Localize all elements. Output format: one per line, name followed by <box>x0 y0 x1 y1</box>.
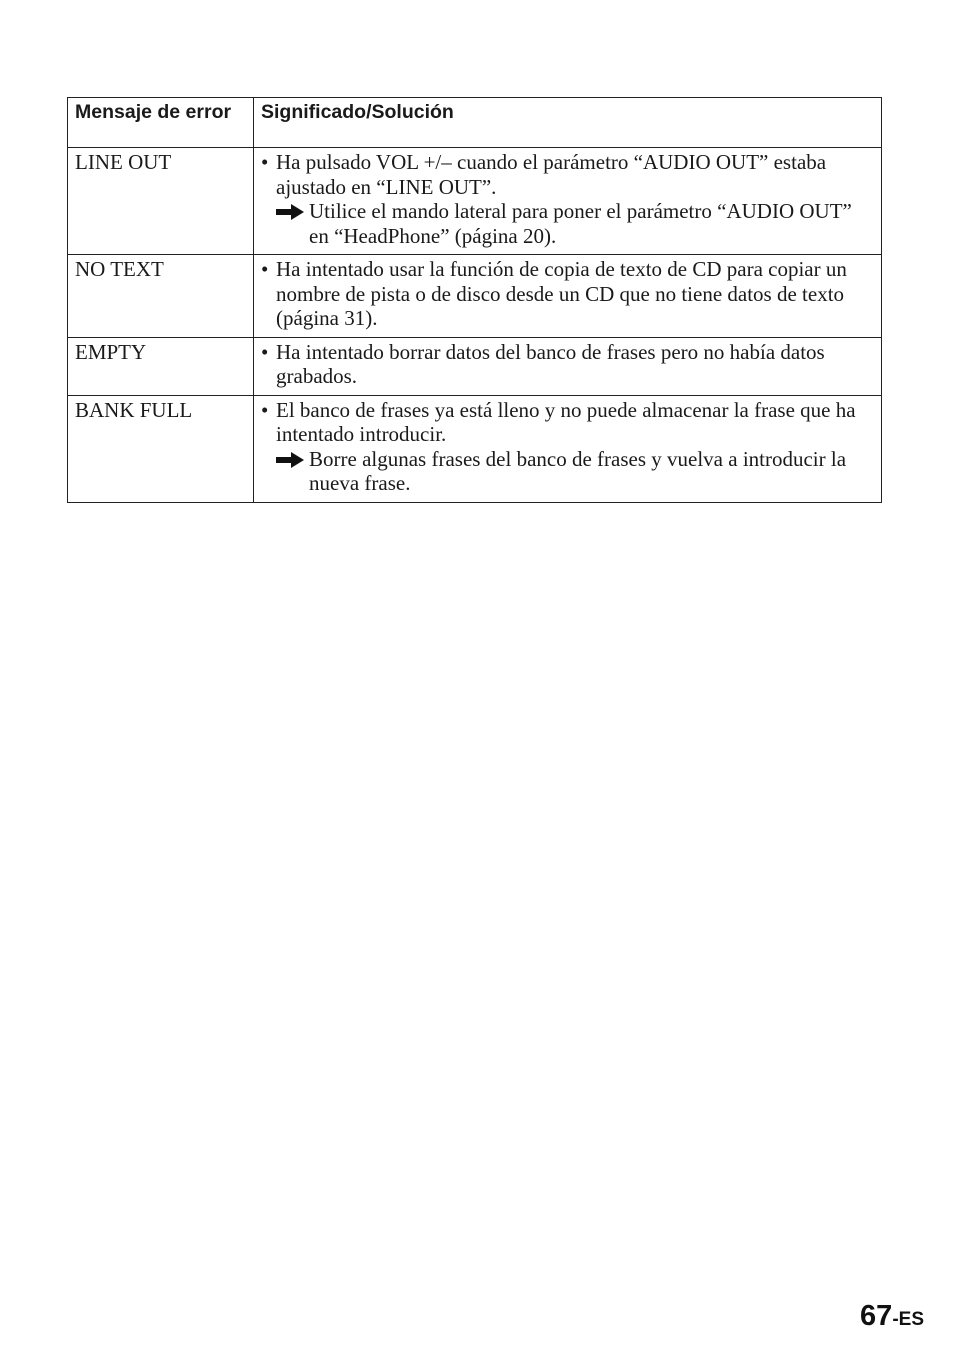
error-code: LINE OUT <box>68 148 254 255</box>
solution-item <box>261 447 874 496</box>
cause-text: Ha intentado borrar datos del banco de frases pero no había datos grabados. <box>276 339 825 388</box>
cause-text: El banco de frases ya está lleno y no puede almacenar la frase que ha intentado introducir. <box>276 397 856 446</box>
cause-item <box>261 150 874 199</box>
right-arrow-icon <box>276 452 304 468</box>
bullet: • <box>261 397 269 422</box>
header-error-message: Mensaje de error <box>68 98 254 148</box>
bullet: • <box>261 339 269 364</box>
page-language-suffix: -ES <box>892 1309 924 1330</box>
right-arrow-icon <box>276 204 304 220</box>
solution-item <box>261 199 874 248</box>
cause-text: Ha intentado usar la función de copia de texto de CD para copiar un nombre de pista o de disco desde un CD que no tiene datos de texto (página 31). <box>276 257 847 330</box>
bullet: • <box>261 150 269 174</box>
bullet: • <box>261 257 269 281</box>
table-row <box>68 255 882 338</box>
header-meaning-solution: Significado/Solución <box>254 98 882 148</box>
meaning-cell <box>254 148 882 255</box>
meaning-cell <box>254 395 882 502</box>
solution-text: Utilice el mando lateral para poner el parámetro “AUDIO OUT” en “HeadPhone” (página 20). <box>309 199 852 248</box>
table-row <box>68 148 882 255</box>
cause-item <box>261 257 874 331</box>
table-row <box>68 395 882 502</box>
error-code: BANK FULL <box>68 395 254 502</box>
cause-text: Ha pulsado VOL +/– cuando el parámetro “AUDIO OUT” estaba ajustado en “LINE OUT”. <box>276 150 827 199</box>
page-number-value: 67 <box>860 1300 893 1332</box>
solution-text: Borre algunas frases del banco de frases y vuelva a introducir la nueva frase. <box>309 446 847 495</box>
error-message-table <box>67 97 882 503</box>
table-header-row <box>68 98 882 148</box>
meaning-cell <box>254 255 882 338</box>
meaning-cell <box>254 337 882 395</box>
cause-item <box>261 340 874 389</box>
error-code: NO TEXT <box>68 255 254 338</box>
table-row <box>68 337 882 395</box>
cause-item <box>261 398 874 447</box>
page-number <box>860 1300 924 1333</box>
error-code: EMPTY <box>68 337 254 395</box>
